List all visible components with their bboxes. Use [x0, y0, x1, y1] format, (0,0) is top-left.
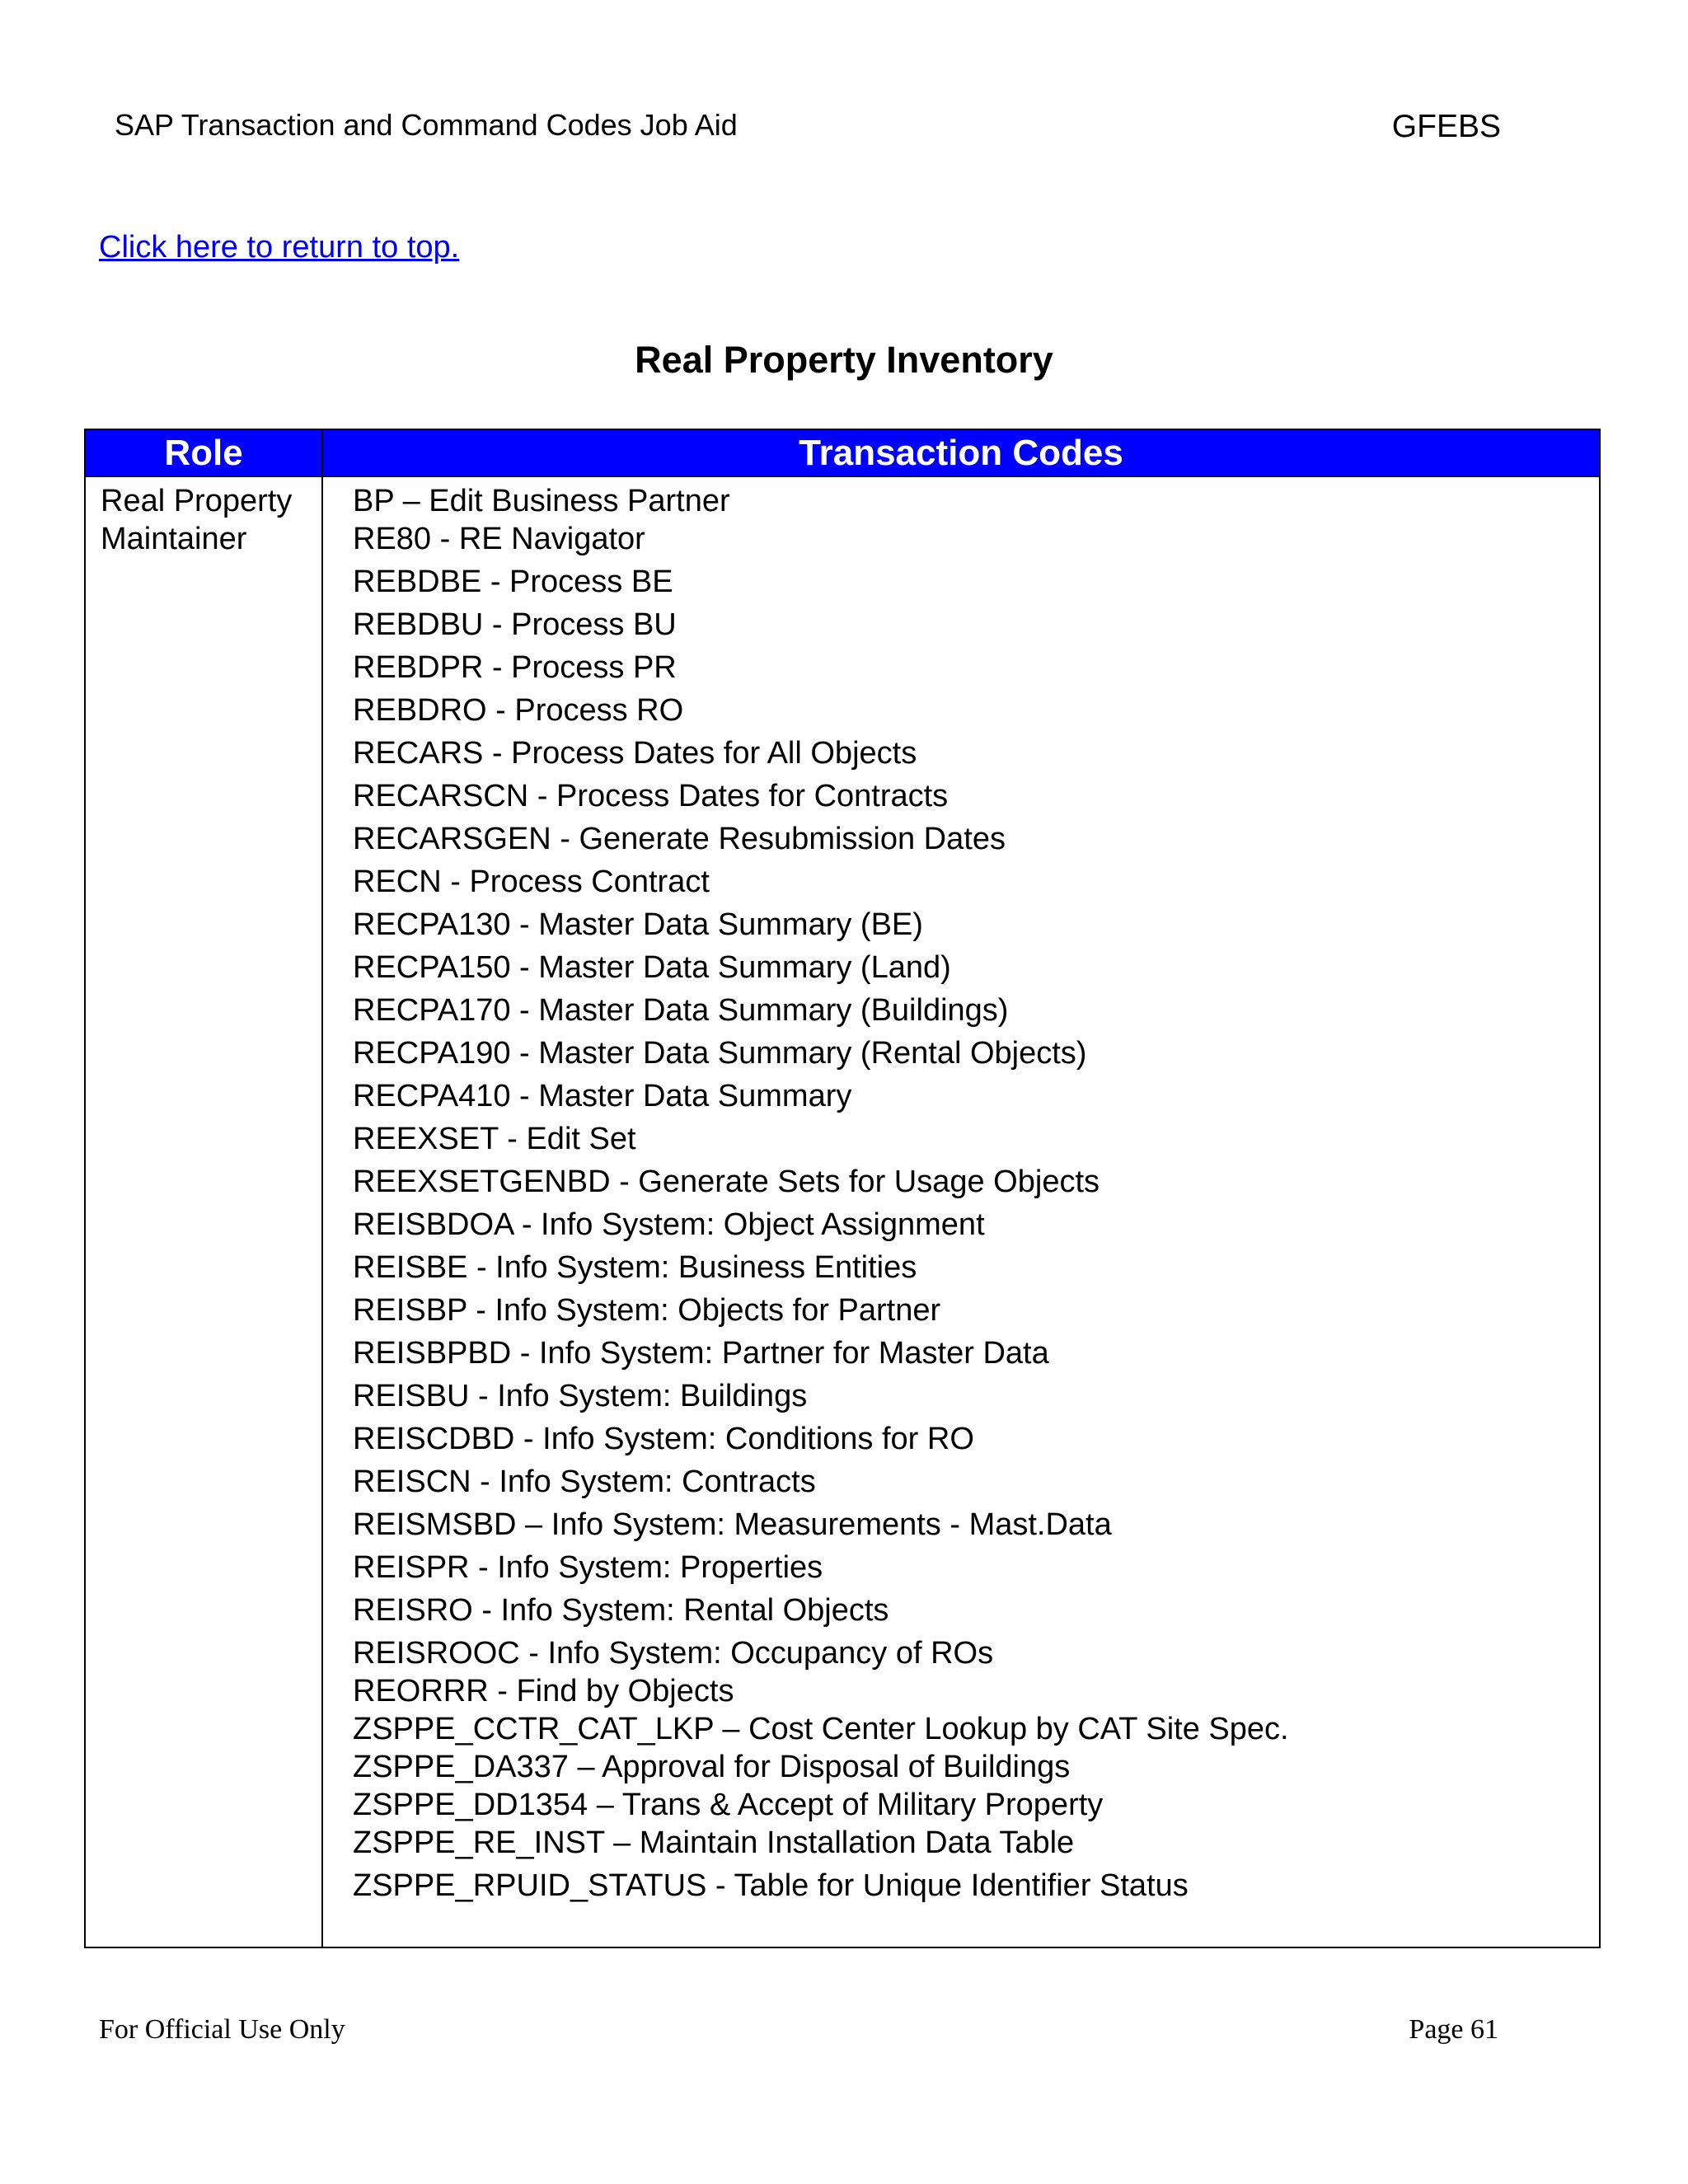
- code-item: RECPA130 - Master Data Summary (BE): [353, 907, 923, 942]
- page-number: Page 61: [1409, 2014, 1498, 2045]
- code-item: REEXSETGENBD - Generate Sets for Usage Objects: [353, 1165, 1100, 1199]
- footer-classification: For Official Use Only: [99, 2014, 345, 2045]
- code-item: REBDPR - Process PR: [353, 650, 677, 685]
- codes-cell: [322, 476, 1600, 1947]
- return-to-top-link[interactable]: Click here to return to top.: [99, 230, 460, 265]
- table-row: [85, 476, 1600, 1947]
- code-item: RECPA150 - Master Data Summary (Land): [353, 950, 951, 985]
- code-item: RECPA410 - Master Data Summary: [353, 1079, 852, 1113]
- system-name: GFEBS: [1391, 109, 1501, 144]
- code-item: REBDRO - Process RO: [353, 693, 684, 728]
- table-header-row: [85, 429, 1600, 476]
- code-item: REISRO - Info System: Rental Objects: [353, 1593, 889, 1628]
- code-item: RECPA190 - Master Data Summary (Rental Objects): [353, 1036, 1087, 1071]
- code-item: REISCDBD - Info System: Conditions for RO: [353, 1422, 974, 1456]
- code-item: ZSPPE_DA337 – Approval for Disposal of Buildings: [353, 1750, 1071, 1784]
- code-item: ZSPPE_CCTR_CAT_LKP – Cost Center Lookup by CAT Site Spec.: [353, 1712, 1289, 1746]
- section-title: Real Property Inventory: [635, 339, 1053, 381]
- code-item: REISPR - Info System: Properties: [353, 1550, 823, 1585]
- code-item: REISBDOA - Info System: Object Assignment: [353, 1207, 985, 1242]
- code-item: RE80 - RE Navigator: [353, 522, 645, 556]
- code-item: REEXSET - Edit Set: [353, 1122, 636, 1156]
- code-item: RECPA170 - Master Data Summary (Buildings): [353, 993, 1009, 1028]
- code-item: ZSPPE_DD1354 – Trans & Accept of Military Property: [353, 1788, 1104, 1822]
- role-column-header: Role: [85, 429, 322, 476]
- code-item: REISBU - Info System: Buildings: [353, 1379, 808, 1413]
- code-item: REBDBE - Process BE: [353, 565, 673, 599]
- code-item: REISBPBD - Info System: Partner for Master Data: [353, 1336, 1049, 1371]
- role-cell: Real Property Maintainer: [85, 476, 322, 1947]
- code-item: REISMSBD – Info System: Measurements - Mast.Data: [353, 1507, 1112, 1542]
- transaction-codes-table: [84, 429, 1601, 1948]
- code-item: REISCN - Info System: Contracts: [353, 1465, 816, 1499]
- code-item: BP – Edit Business Partner: [353, 484, 730, 518]
- code-item: REISBP - Info System: Objects for Partner: [353, 1293, 941, 1328]
- code-item: REORRR - Find by Objects: [353, 1674, 734, 1708]
- code-item: RECARS - Process Dates for All Objects: [353, 736, 917, 771]
- code-item: ZSPPE_RE_INST – Maintain Installation Data Table: [353, 1825, 1075, 1860]
- code-item: REISROOC - Info System: Occupancy of ROs: [353, 1636, 994, 1671]
- code-item: REBDBU - Process BU: [353, 607, 677, 642]
- code-item: REISBE - Info System: Business Entities: [353, 1250, 917, 1285]
- document-title: SAP Transaction and Command Codes Job Aid: [115, 108, 738, 142]
- codes-column-header: Transaction Codes: [322, 429, 1600, 476]
- code-item: ZSPPE_RPUID_STATUS - Table for Unique Identifier Status: [353, 1868, 1189, 1903]
- code-item: RECARSGEN - Generate Resubmission Dates: [353, 822, 1006, 856]
- code-item: RECARSCN - Process Dates for Contracts: [353, 779, 949, 813]
- code-item: RECN - Process Contract: [353, 865, 710, 899]
